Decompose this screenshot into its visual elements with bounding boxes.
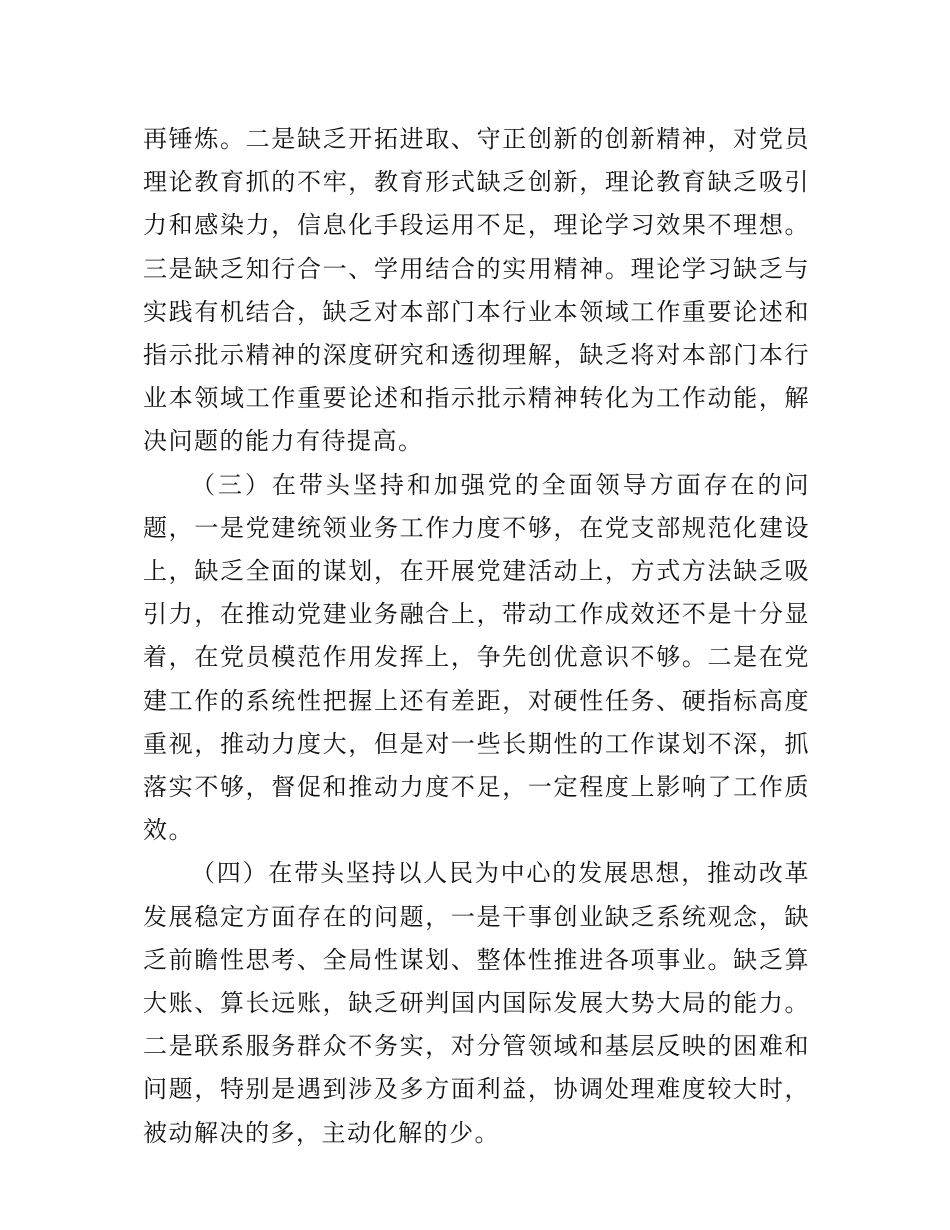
document-body — [143, 118, 810, 1155]
paragraph-continuation: 再锤炼。二是缺乏开拓进取、守正创新的创新精神，对党员理论教育抓的不牢，教育形式缺乏创新，理论教育缺乏吸引力和感染力，信息化手段运用不足，理论学习效果不理想。三是缺乏知行合一、学用结合的实用精神。理论学习缺乏与实践有机结合，缺乏对本部门本行业本领域工作重要论述和指示批示精神的深度研究和透彻理解，缺乏将对本部门本行业本领域工作重要论述和指示批示精神转化为工作动能，解决问题的能力有待提高。 — [143, 125, 810, 456]
paragraph-section-three: （三）在带头坚持和加强党的全面领导方面存在的问题，一是党建统领业务工作力度不够，在党支部规范化建设上，缺乏全面的谋划，在开展党建活动上，方式方法缺乏吸引力，在推动党建业务融合上，带动工作成效还不是十分显着，在党员模范作用发挥上，争先创优意识不够。二是在党建工作的系统性把握上还有差距，对硬性任务、硬指标高度重视，推动力度大，但是对一些长期性的工作谋划不深，抓落实不够，督促和推动力度不足，一定程度上影响了工作质效。 — [143, 470, 810, 845]
paragraph-section-four: （四）在带头坚持以人民为中心的发展思想，推动改革发展稳定方面存在的问题，一是干事创业缺乏系统观念，缺乏前瞻性思考、全局性谋划、整体性推进各项事业。缺乏算大账、算长远账，缺乏研判国内国际发展大势大局的能力。二是联系服务群众不务实，对分管领域和基层反映的困难和问题，特别是遇到涉及多方面利益，协调处理难度较大时，被动解决的多，主动化解的少。 — [143, 859, 810, 1147]
